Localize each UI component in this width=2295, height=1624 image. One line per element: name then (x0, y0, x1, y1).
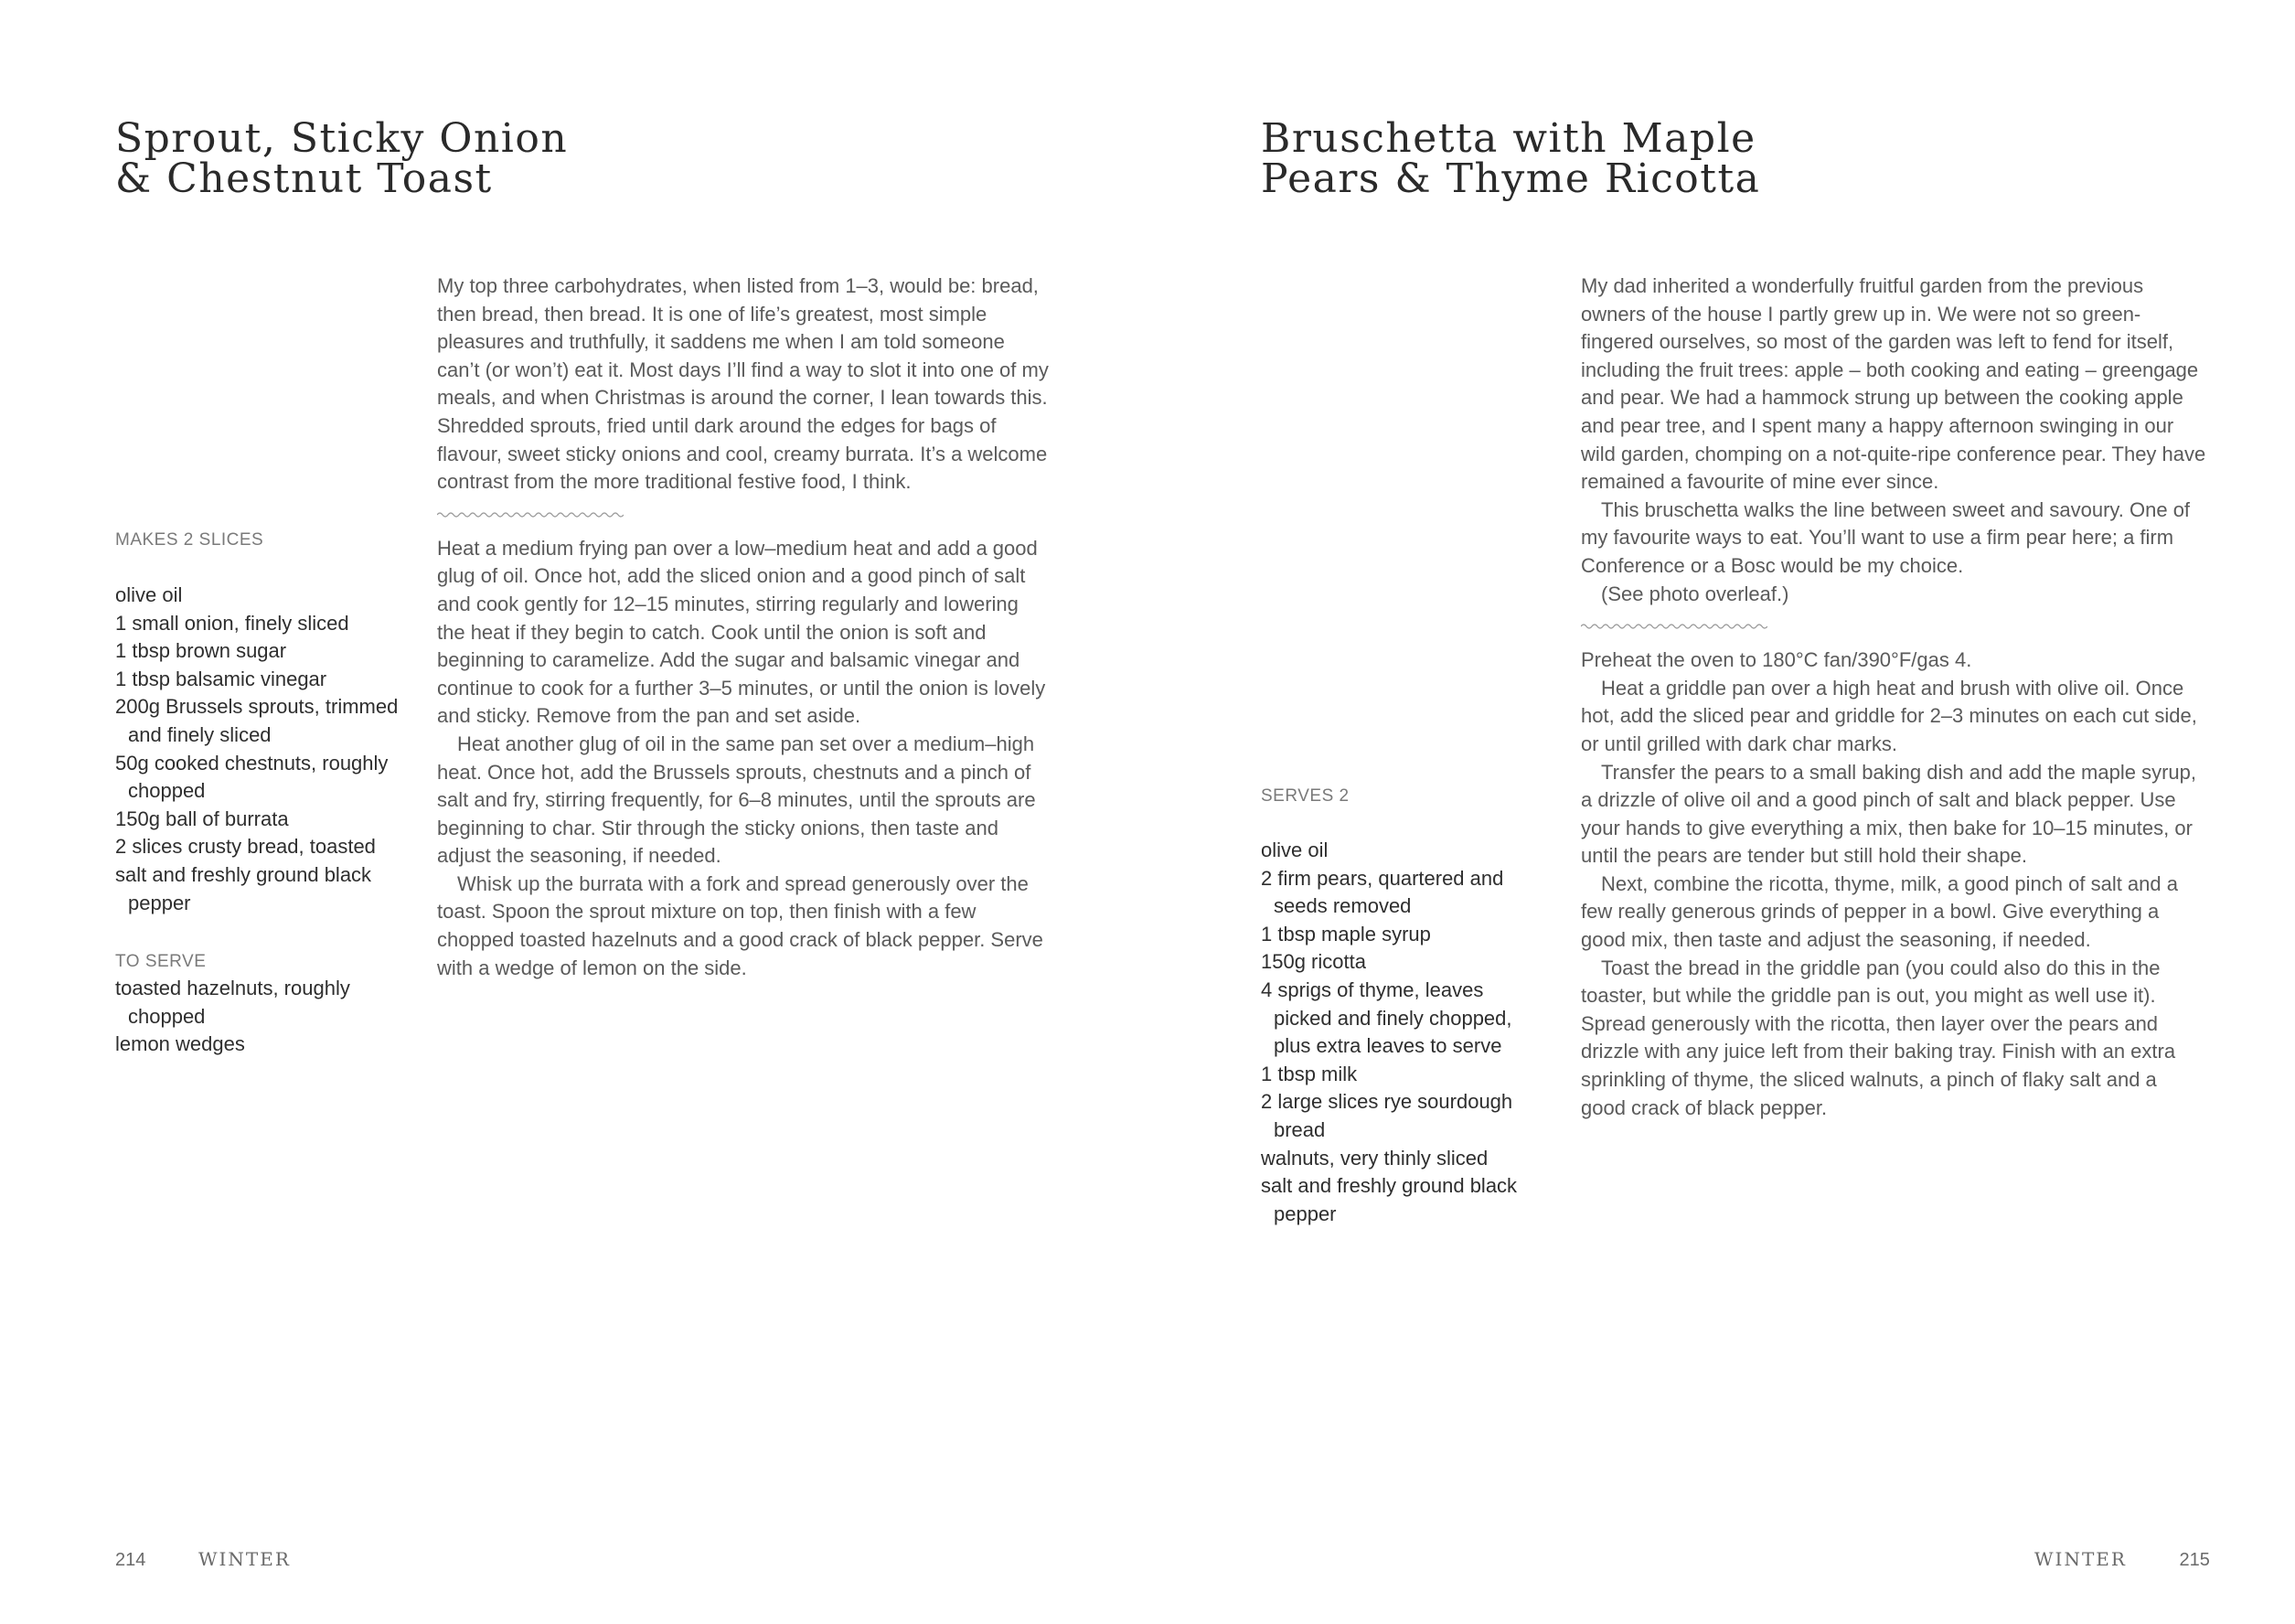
ingredient-item: 200g Brussels sprouts, trimmed and finely sliced (115, 695, 399, 746)
method-step: Whisk up the burrata with a fork and spread generously over the toast. Spoon the sprout mixture on top, then finish with a few chopped toasted hazelnuts and a good crack of black pepper. Serve with a wedge of lemon on the side. (437, 871, 1043, 979)
ingredient-item: lemon wedges (115, 1032, 245, 1056)
method-step: Next, combine the ricotta, thyme, milk, a good pinch of salt and a few really generous grinds of pepper in a bowl. Give everything a good mix, then taste and adjust the seasoning, if needed. (1581, 871, 2178, 952)
method-step: Toast the bread in the griddle pan (you could also do this in the toaster, but while the griddle pan is out, you might as well use it). Spread generously with the ricotta, then layer over the pears and drizzle with any juice left from their baking tray. Finish with an extra sprinkling of thyme, the sliced walnuts, a pinch of flaky salt and a good crack of black pepper. (1581, 956, 2176, 1119)
recipe-intro: My dad inherited a wonderfully fruitful garden from the previous owners of the house I partly grew up in. We were not so green-fingered ourselves, so most of the garden was left to fend for itself, including the fruit trees: apple – both cooking and eating – greengage and pear. We had a hammock strung up between the cooking apple and pear tree, and I spent many a happy afternoon swinging in our wild garden, chomping on a not-quite-ripe conference pear. They have remained a favourite of mine ever since. (1581, 274, 2206, 494)
recipe-body (1581, 272, 2206, 1122)
recipe-title (1261, 115, 1761, 202)
squiggle-divider (1581, 621, 1767, 632)
ingredient-item: 1 tbsp milk (1261, 1062, 1358, 1085)
recipe-title (115, 115, 569, 202)
section-name: WINTER (197, 1548, 291, 1570)
method-step: Preheat the oven to 180°C fan/390°F/gas 4. (1581, 648, 1972, 672)
ingredient-list (1261, 837, 1546, 1228)
recipe-title-line-1: Bruschetta with Maple (1261, 115, 1756, 162)
photo-reference: (See photo overleaf.) (1601, 582, 1789, 605)
ingredient-list (115, 582, 417, 917)
ingredient-item: olive oil (1261, 839, 1329, 861)
ingredient-item: toasted hazelnuts, roughly chopped (115, 977, 350, 1028)
recipe-title-line-2: Pears & Thyme Ricotta (1261, 155, 1761, 202)
ingredient-item: 2 slices crusty bread, toasted (115, 835, 376, 859)
ingredient-item: walnuts, very thinly sliced (1261, 1146, 1489, 1170)
ingredient-item: 2 large slices rye sourdough bread (1261, 1090, 1513, 1141)
ingredient-item: 4 sprigs of thyme, leaves picked and finely chopped, plus extra leaves to serve (1261, 978, 1512, 1058)
ingredient-item: salt and freshly ground black pepper (1261, 1174, 1518, 1225)
page-number: 214 (115, 1550, 146, 1570)
ingredient-item: 1 small onion, finely sliced (115, 611, 349, 635)
page-footer (115, 1548, 291, 1571)
recipe-yield: SERVES 2 (1261, 786, 1350, 806)
recipe-intro: My top three carbohydrates, when listed from 1–3, would be: bread, then bread, then bread. It is one of life’s greatest, most simple pleasures and truthfully, it saddens me when I am told someone can’t (or won’t) eat it. Most days I’ll find a way to slot it into one of my meals, and when Christmas is around the corner, I lean towards this. Shredded sprouts, fried until dark around the edges for bags of flavour, sweet sticky onions and cool, creamy burrata. It’s a welcome contrast from the more traditional festive food, I think. (437, 274, 1049, 494)
ingredient-item: 150g ricotta (1261, 950, 1366, 974)
ingredient-item: salt and freshly ground black pepper (115, 862, 372, 914)
ingredient-item: 150g ball of burrata (115, 807, 289, 830)
recipe-title-line-2: & Chestnut Toast (115, 155, 493, 202)
squiggle-divider (437, 509, 624, 520)
method-step: Heat another glug of oil in the same pan set over a medium–high heat. Once hot, add the Brussels sprouts, chestnuts and a pinch of salt and fry, stirring frequently, for 6–8 minutes, until the sprouts are beginning to char. Stir through the sticky onions, then taste and adjust the seasoning, if needed. (437, 732, 1036, 868)
page-number: 215 (2179, 1550, 2210, 1570)
ingredient-item: 1 tbsp brown sugar (115, 639, 287, 663)
recipe-body (437, 272, 1051, 982)
ingredient-item: 50g cooked chestnuts, roughly chopped (115, 751, 389, 803)
to-serve-label: TO SERVE (115, 952, 207, 971)
page-footer (2034, 1548, 2210, 1571)
ingredient-item: 1 tbsp maple syrup (1261, 922, 1431, 946)
method-step: Transfer the pears to a small baking dish and add the maple syrup, a drizzle of olive oil and a good pinch of salt and black pepper. Use your hands to give everything a mix, then bake for 10–15 minutes, or until the pears are tender but still hold their shape. (1581, 760, 2196, 868)
recipe-intro: This bruschetta walks the line between sweet and savoury. One of my favourite ways to eat. You’ll want to use a firm pear here; a firm Conference or a Bosc would be my choice. (1581, 497, 2191, 577)
right-page (1148, 0, 2295, 1624)
method-step: Heat a griddle pan over a high heat and brush with olive oil. Once hot, add the sliced pear and griddle for 2–3 minutes on each cut side, or until grilled with dark char marks. (1581, 676, 2197, 755)
section-name: WINTER (2034, 1548, 2127, 1570)
method-step: Heat a medium frying pan over a low–medium heat and add a good glug of oil. Once hot, add the sliced onion and a good pinch of salt and cook gently for 12–15 minutes, stirring regularly and lowering the heat if they begin to catch. Cook until the onion is soft and beginning to caramelize. Add the sugar and balsamic vinegar and continue to cook for a further 3–5 minutes, or until the onion is lovely and sticky. Remove from the pan and set aside. (437, 536, 1046, 728)
ingredient-item: olive oil (115, 583, 183, 606)
ingredient-item: 2 firm pears, quartered and seeds removed (1261, 866, 1504, 918)
recipe-yield: MAKES 2 SLICES (115, 530, 264, 550)
ingredient-item: 1 tbsp balsamic vinegar (115, 667, 327, 690)
recipe-title-line-1: Sprout, Sticky Onion (115, 115, 569, 162)
to-serve-list (115, 975, 399, 1059)
